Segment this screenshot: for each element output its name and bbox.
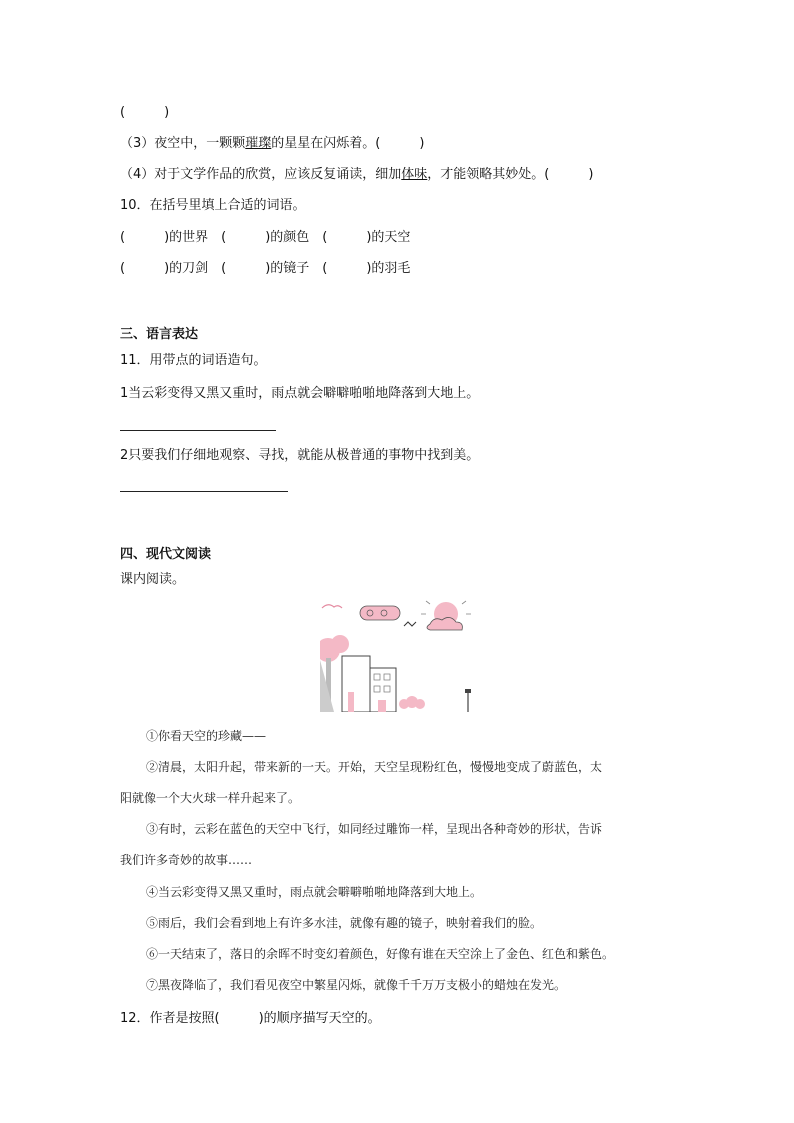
passage-p3-line-2: 我们许多奇妙的故事…… xyxy=(120,853,253,867)
section-3-title: 三、语言表达 xyxy=(120,327,199,342)
q9-item-3-post[interactable]: 的星星在闪烁着。( ) xyxy=(271,136,425,151)
q11-sentence-1: 1当云彩变得又黑又重时，雨点就会噼噼啪啪地降落到大地上。 xyxy=(120,386,480,401)
sun-icon xyxy=(421,601,471,630)
passage-p2-line-1: ②清晨，太阳升起，带来新的一天。开始，天空呈现粉红色，慢慢地变成了蔚蓝色，太 xyxy=(146,760,603,774)
bush-icon xyxy=(399,696,425,709)
passage-p3-line-1: ③有时，云彩在蓝色的天空中飞行，如同经过雕饰一样，呈现出各种奇妙的形状，告诉 xyxy=(146,822,603,836)
section-4-title: 四、现代文阅读 xyxy=(120,547,212,562)
q11-answer-line-2[interactable] xyxy=(120,491,288,492)
lamp-post-icon xyxy=(465,689,471,712)
passage-p1: ①你看天空的珍藏—— xyxy=(146,729,267,743)
q9-item-4-pre: （4）对于文学作品的欣赏，应该反复诵读，细加 xyxy=(120,167,402,182)
q9-item-3-pre: （3）夜空中，一颗颗 xyxy=(120,136,246,151)
building-icon xyxy=(342,656,396,712)
passage-p6: ⑥一天结束了，落日的余晖不时变幻着颜色，好像有谁在天空涂上了金色、红色和紫色。 xyxy=(146,947,615,961)
section-4-subtitle: 课内阅读。 xyxy=(120,572,186,587)
q9-item-4-post[interactable]: ，才能领略其妙处。( ) xyxy=(427,167,594,182)
q9-item-4-underlined: 体味 xyxy=(401,167,428,182)
passage-p4: ④当云彩变得又黑又重时，雨点就会噼噼啪啪地降落到大地上。 xyxy=(146,885,483,899)
q10-row-2[interactable]: ( )的刀剑 ( )的镜子 ( )的羽毛 xyxy=(120,261,411,276)
passage-p7: ⑦黑夜降临了，我们看见夜空中繁星闪烁，就像千千万万支极小的蜡烛在发光。 xyxy=(146,978,567,992)
q11-title: 11．用带点的词语造句。 xyxy=(120,353,267,368)
q11-answer-line-1[interactable] xyxy=(120,430,276,431)
q9-item-3-underlined: 璀璨 xyxy=(245,136,272,151)
passage-p2-line-2: 阳就像一个大火球一样升起来了。 xyxy=(120,791,301,805)
passage-p5: ⑤雨后，我们会看到地上有许多水洼，就像有趣的镜子，映射着我们的脸。 xyxy=(146,916,543,930)
q12-title[interactable]: 12．作者是按照( )的顺序描写天空的。 xyxy=(120,1011,381,1026)
city-sky-illustration-icon xyxy=(320,600,474,712)
q9-item-3 xyxy=(120,135,424,153)
q9-item-4 xyxy=(120,166,593,184)
q11-sentence-2: 2只要我们仔细地观察、寻找，就能从极普通的事物中找到美。 xyxy=(120,448,480,463)
cloud-icon xyxy=(360,606,400,620)
q10-row-1[interactable]: ( )的世界 ( )的颜色 ( )的天空 xyxy=(120,230,411,245)
q10-title: 10．在括号里填上合适的词语。 xyxy=(120,198,306,213)
q9-answer-blank[interactable]: ( ) xyxy=(120,105,170,120)
